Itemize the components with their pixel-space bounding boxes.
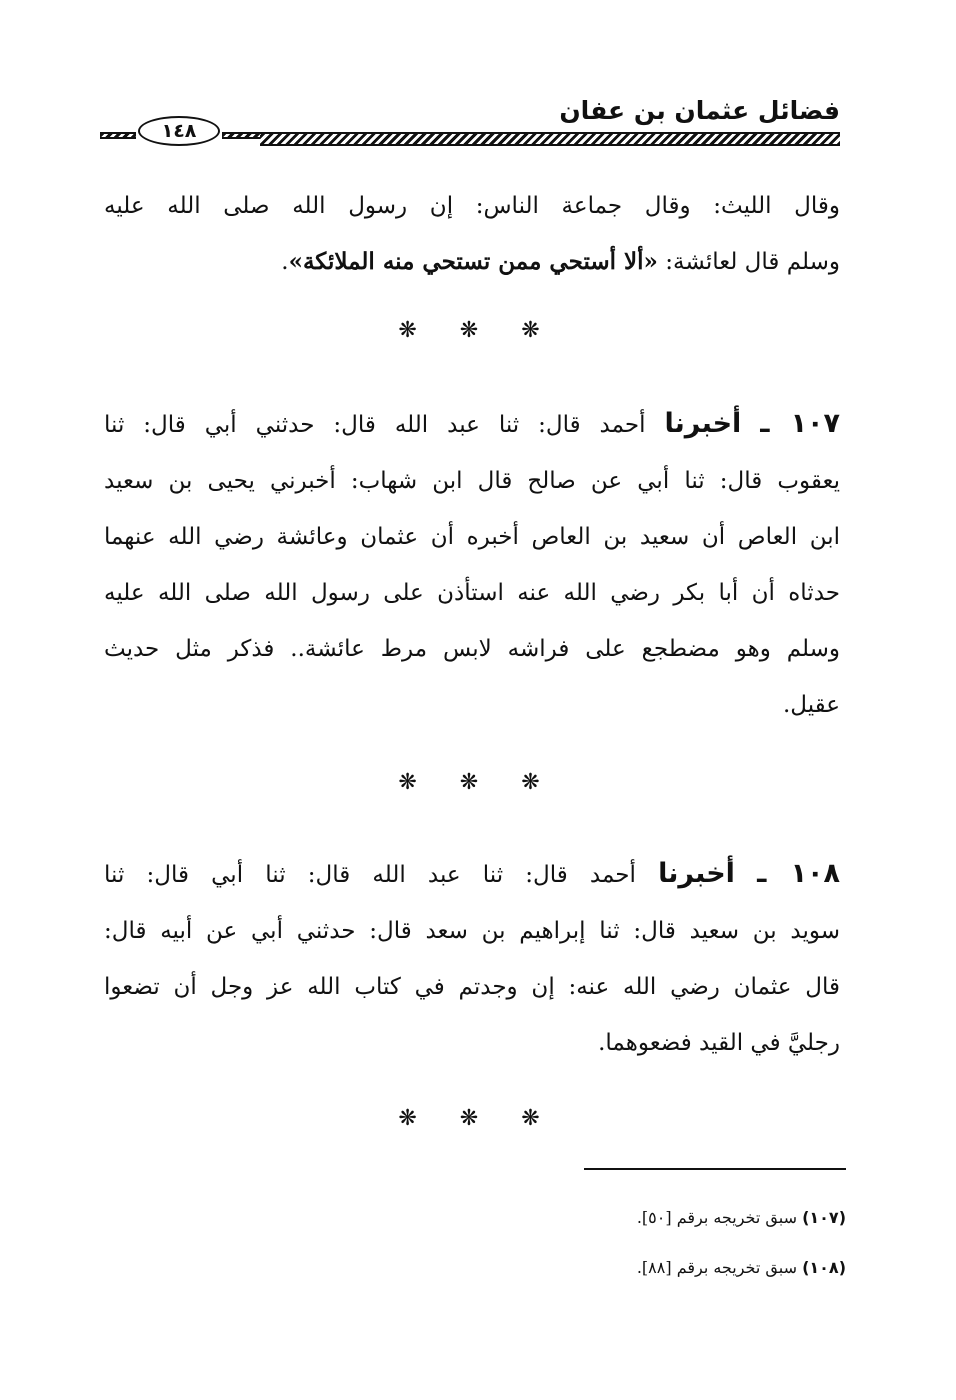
footnote-108-text: سبق تخريجه برقم [٨٨]. [636,1258,797,1277]
hadith-108-line-1-rest: أحمد قال: ثنا عبد الله قال: ثنا أبي قال: ثنا [104,862,636,888]
footnote-107-number: (١٠٧) [802,1208,846,1227]
hadith-108-line-3: قال عثمان رضي الله عنه: إن وجدتم في كتاب الله عز وجل أن تضعوا [104,974,840,1000]
footnote-108-number: (١٠٨) [802,1258,846,1277]
intro-quote: «ألا أستحي ممن تستحي منه الملائكة» [288,248,658,275]
intro-line-2-prefix: وسلم قال لعائشة: [665,249,840,275]
hadith-108-lead: أخبرنا [658,858,735,889]
hadith-107-line-5: وسلم وهو مضطجع على فراشه لابس مرط عائشة.. فذكر مثل حديث [104,636,840,662]
intro-line-1: وقال الليث: وقال جماعة الناس: إن رسول الله صلى الله عليه [104,193,840,219]
hadith-107-line-4: حدثاه أن أبا بكر رضي الله عنه استأذن على رسول الله صلى الله عليه [104,580,840,606]
hadith-107-line-1 [104,396,840,453]
hadith-108-number: ١٠٨ ـ [757,858,841,889]
hadith-108-line-4: رجليَّ في القيد فضعوهما. [598,1030,840,1056]
footnote-108 [637,1256,846,1280]
hadith-107-number: ١٠٧ ـ [760,408,841,439]
hadith-107-lead: أخبرنا [664,408,742,439]
hadith-107-line-1-rest: أحمد قال: ثنا عبد الله قال: حدثني أبي قال: ثنا [104,412,646,438]
section-separator: ❋ ❋ ❋ [398,770,558,795]
running-header [100,94,840,154]
hadith-107 [104,396,840,733]
intro-line-2-suffix: . [281,249,289,275]
header-title: فضائل عثمان بن عفان [559,96,840,125]
badge-ornament-right [222,132,260,139]
intro-paragraph [104,178,840,290]
hadith-108 [104,846,840,1071]
section-separator: ❋ ❋ ❋ [398,1106,558,1131]
hadith-108-line-1 [104,846,840,903]
hadith-107-line-2: يعقوب قال: ثنا أبي عن صالح قال ابن شهاب: أخبرني يحيى بن سعيد [104,468,840,494]
hadith-107-line-3: ابن العاص أن سعيد بن العاص أخبره أن عثمان وعائشة رضي الله عنهما [104,524,840,550]
footnote-rule [584,1168,846,1170]
page-number-badge [100,116,260,146]
hadith-108-line-2: سويد بن سعيد قال: ثنا إبراهيم بن سعد قال: حدثني أبي عن أبيه قال: [104,918,840,944]
footnote-107-text: سبق تخريجه برقم [٥٠]. [636,1208,797,1227]
page-number: ١٤٨ [138,116,220,146]
section-separator: ❋ ❋ ❋ [398,318,558,343]
hadith-107-line-6: عقيل. [782,692,840,718]
intro-line-2 [104,234,840,290]
badge-ornament-left [100,132,136,139]
footnote-107 [637,1206,846,1230]
